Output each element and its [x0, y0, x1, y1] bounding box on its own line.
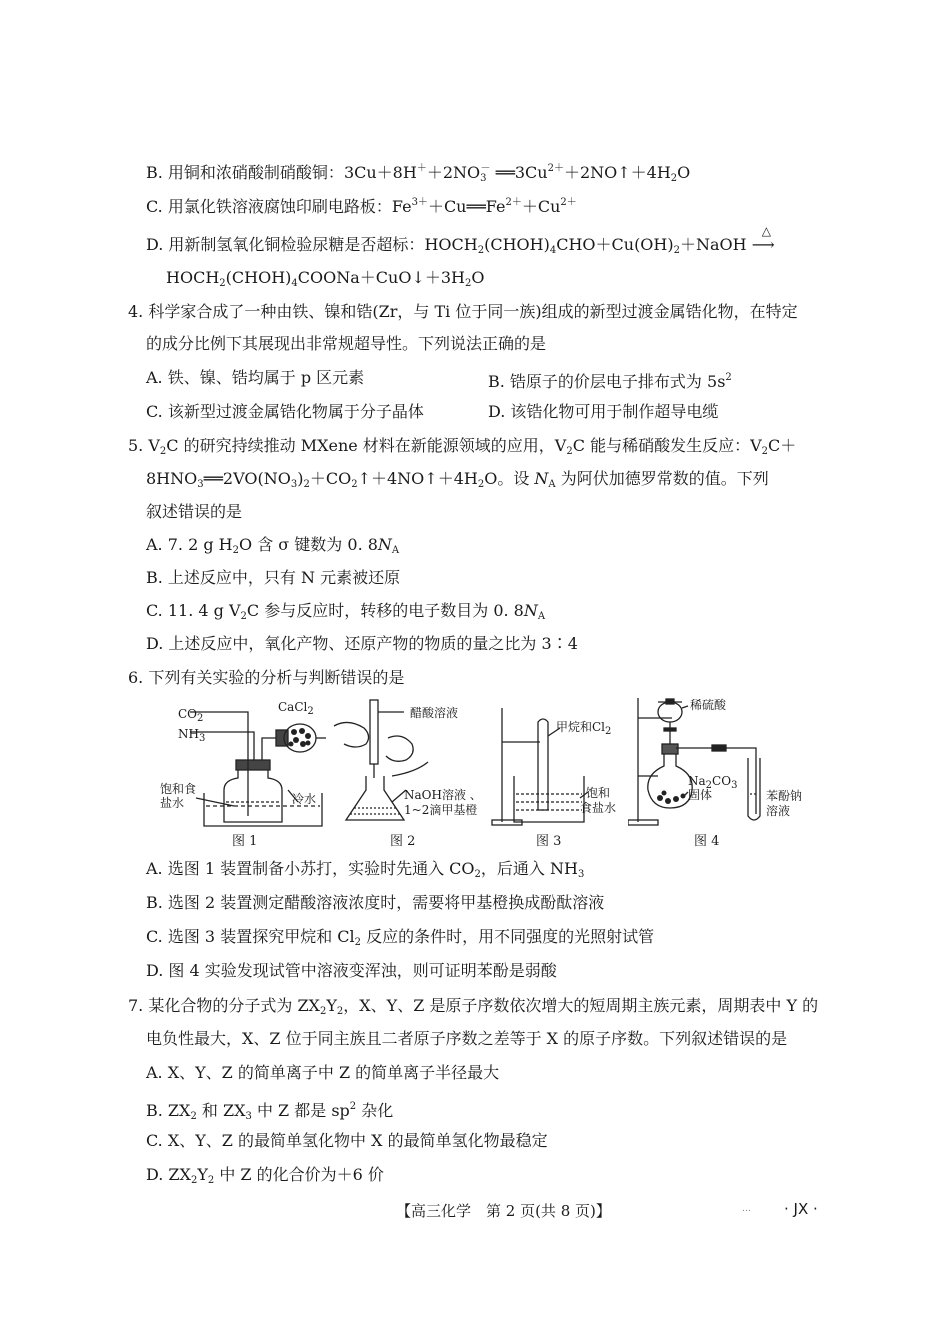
q7-option-d: D. $ZX_2Y_2$ 中 Z 的化合价为＋6 价: [146, 1165, 384, 1186]
q5-option-d: D. 上述反应中，氧化产物、还原产物的物质的量之比为 3∶4: [146, 634, 578, 653]
q3-option-b: B. 用铜和浓硝酸制硝酸铜：$3Cu+8H^++2NO_3^-$ $══3Cu^{2+}+2NO↑+4H_2O$: [146, 163, 691, 184]
q7-option-a: A. X、Y、Z 的简单离子中 Z 的简单离子半径最大: [146, 1063, 500, 1082]
fig1-cold-water: 冷水: [292, 792, 317, 806]
q4-option-b: B. 锆原子的价层电子排布式为 $5s^2$: [488, 372, 732, 391]
q3-option-d-cont: $HOCH_2(CHOH)_4COONa+CuO↓+3H_2O$: [166, 268, 485, 289]
q7-option-c: C. X、Y、Z 的最简单氢化物中 X 的最简单氢化物最稳定: [146, 1131, 548, 1150]
q3-option-c: C. 用氯化铁溶液腐蚀印刷电路板：$Fe^{3+}+Cu══Fe^{2+}+Cu^{2+}$: [146, 197, 577, 216]
fig3-saturated-1: 饱和: [586, 786, 611, 800]
q4-option-a: A. 铁、镍、锆均属于 p 区元素: [146, 368, 365, 387]
footer-tag: · JX ·: [784, 1200, 818, 1218]
fig4-phenoxide-label: 苯酚钠: [766, 789, 803, 803]
q5-stem-2: $8HNO_3══2VO(NO_3)_2+CO_2↑+4NO↑+4H_2O$。设 $N_A$ 为阿伏加德罗常数的值。下列: [146, 469, 769, 490]
figure-4: [628, 698, 808, 848]
q6-option-d: D. 图 4 实验发现试管中溶液变浑浊，则可证明苯酚是弱酸: [146, 961, 557, 980]
fig1-saturated-2: 盐水: [160, 796, 185, 810]
q5-stem-3: 叙述错误的是: [146, 502, 243, 521]
figure-2: [328, 698, 488, 848]
q6-option-c: C. 选图 3 装置探究甲烷和 $Cl_2$ 反应的条件时，用不同强度的光照射试管: [146, 927, 655, 948]
footer-dots: …: [742, 1204, 751, 1214]
page-footer: 【高三化学 第 2 页(共 8 页)】: [396, 1202, 611, 1220]
fig2-caption: 图 2: [390, 834, 416, 849]
fig4-acid-label: 稀硫酸: [690, 698, 727, 712]
fig4-solution-label: 溶液: [766, 804, 791, 818]
q5-option-b: B. 上述反应中，只有 N 元素被还原: [146, 568, 401, 587]
q6-stem: 6. 下列有关实验的分析与判断错误的是: [128, 668, 405, 687]
q7-stem-2: 电负性最大，X、Z 位于同主族且二者原子序数之差等于 X 的原子序数。下列叙述错误的是: [146, 1029, 788, 1048]
figure-1: [150, 698, 340, 848]
fig4-solid-label: 固体: [688, 788, 713, 802]
fig2-indicator-label: 1~2滴甲基橙: [404, 803, 478, 817]
q5-option-a: A. 7. 2 g $H_2O$ 含 σ 键数为 0. $8N_A$: [146, 535, 400, 556]
fig3-caption: 图 3: [536, 834, 562, 849]
fig3-saturated-2: 食盐水: [580, 801, 617, 815]
q7-stem-1: 7. 某化合物的分子式为 $ZX_2Y_2$，X、Y、Z 是原子序数依次增大的短周期主族元素，周期表中 Y 的: [128, 996, 819, 1017]
fig1-nh3-label: $NH_3$: [178, 727, 206, 744]
q7-option-b: B. $ZX_2$ 和 $ZX_3$ 中 Z 都是 $sp^2$ 杂化: [146, 1101, 394, 1122]
fig3-gas-label: 甲烷和$Cl_2$: [556, 720, 612, 737]
fig4-na2co3-label: $Na_2CO_3$: [688, 774, 738, 791]
fig1-co2-label: $CO_2$: [178, 707, 204, 724]
fig2-acid-label: 醋酸溶液: [410, 706, 459, 720]
q4-stem-2: 的成分比例下其展现出非常规超导性。下列说法正确的是: [146, 334, 547, 353]
q4-stem-1: 4. 科学家合成了一种由铁、镍和锆(Zr，与 Ti 位于同一族)组成的新型过渡金属锆化物，在特定: [128, 302, 798, 321]
fig1-caption: 图 1: [232, 834, 258, 849]
q5-stem-1: 5. $V_2C$ 的研究持续推动 MXene 材料在新能源领域的应用，$V_2C$ 能与稀硝酸发生反应：$V_2C+$: [128, 436, 797, 457]
figure-3: [488, 698, 618, 848]
q4-option-d: D. 该锆化物可用于制作超导电缆: [488, 402, 719, 421]
fig1-cacl2-label: CaCl$_2$: [278, 700, 314, 717]
q3-option-d: D. 用新制氢氧化铜检验尿糖是否超标：$HOCH_2(CHOH)_4CHO+Cu(OH)_2+NaOH$ △ ⟶: [146, 224, 775, 256]
fig2-naoh-label: NaOH溶液 、: [404, 788, 482, 802]
q4-option-c: C. 该新型过渡金属锆化物属于分子晶体: [146, 402, 424, 421]
q6-option-b: B. 选图 2 装置测定醋酸溶液浓度时，需要将甲基橙换成酚酞溶液: [146, 893, 605, 912]
fig1-saturated-1: 饱和食: [160, 782, 197, 796]
q6-option-a: A. 选图 1 装置制备小苏打，实验时先通入 $CO_2$，后通入 $NH_3$: [146, 859, 585, 880]
fig4-caption: 图 4: [694, 834, 720, 849]
q5-option-c: C. 11. 4 g $V_2C$ 参与反应时，转移的电子数目为 0. $8N_A$: [146, 601, 546, 622]
